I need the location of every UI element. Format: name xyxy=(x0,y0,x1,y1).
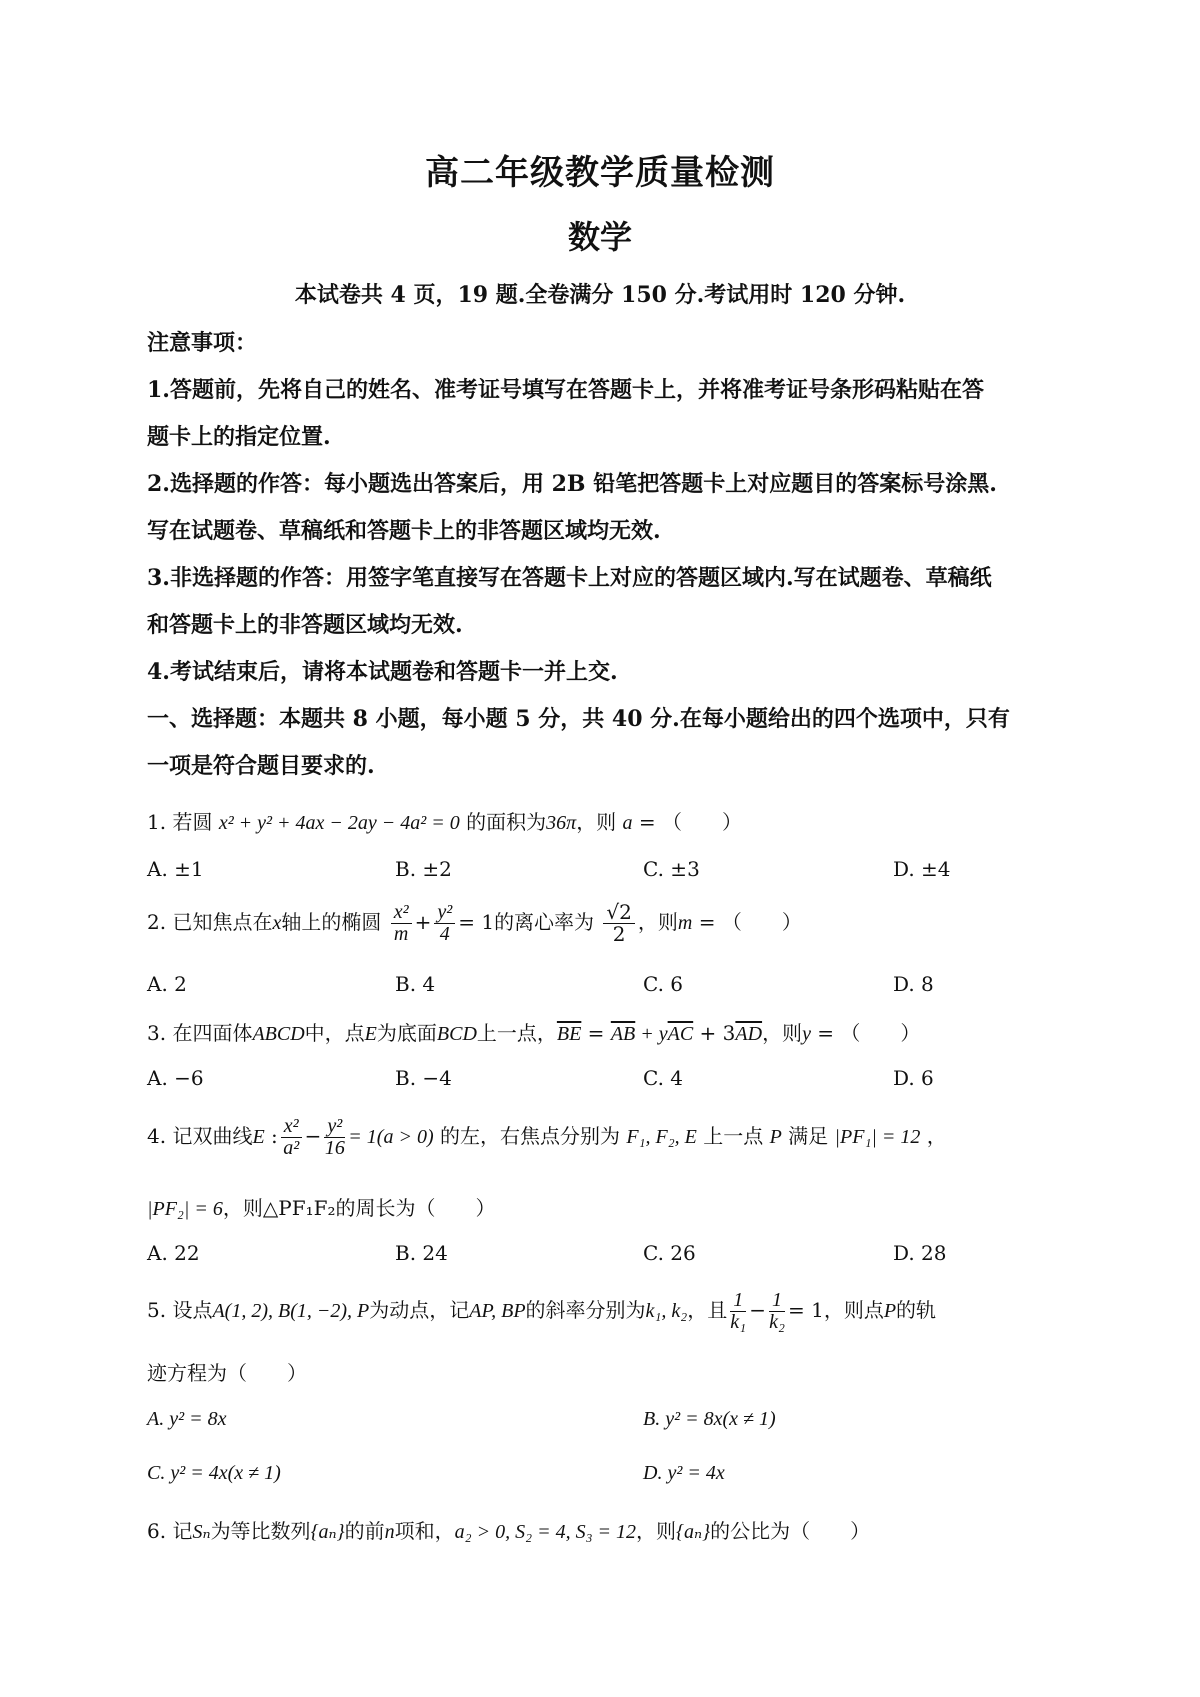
page-title: 高二年级教学质量检测 xyxy=(425,153,775,193)
q1-option-b: B. ±2 xyxy=(395,857,452,881)
q1-option-c: C. ±3 xyxy=(643,857,700,881)
section-heading-cont: 一项是符合题目要求的. xyxy=(147,753,375,779)
question-1: 1. 若圆 x² + y² + 4ax − 2ay − 4a² = 0 的面积为36π，则 a = （ ） xyxy=(147,810,743,834)
notice-line: 2.选择题的作答：每小题选出答案后，用 2B 铅笔把答题卡上对应题目的答案标号涂黑. xyxy=(147,471,997,497)
notice-line: 3.非选择题的作答：用签字笔直接写在答题卡上对应的答题区域内.写在试题卷、草稿纸 xyxy=(147,565,992,591)
notice-heading: 注意事项： xyxy=(147,330,258,356)
q3-option-d: D. 6 xyxy=(893,1066,934,1090)
notice-line: 题卡上的指定位置. xyxy=(147,424,331,450)
q4-option-b: B. 24 xyxy=(395,1241,448,1265)
q5-option-c: C. y² = 4x(x ≠ 1) xyxy=(147,1462,281,1484)
q5-fraction-k2: $\frac{1}{\text{k₂}}$ xyxy=(769,1289,785,1333)
q1-option-a: A. ±1 xyxy=(147,857,204,881)
vector-be: $\overline{BE}$ xyxy=(556,1023,582,1045)
vector-ad: $\overline{AD}$ xyxy=(735,1023,763,1045)
notice-line: 和答题卡上的非答题区域均无效. xyxy=(147,612,463,638)
question-2: 2. 已知焦点在x轴上的椭圆 $\frac{\text{x²}}{m}$ + $\frac{\text{y²}}{4}$ = 1的离心率为 $\frac{√2}{2}$ ，则m = （ ） xyxy=(147,900,802,946)
q2-option-d: D. 8 xyxy=(893,972,934,996)
q3-option-a: A. −6 xyxy=(147,1066,204,1090)
q2-fraction-y: $\frac{\text{y²}}{4}$ xyxy=(434,902,455,945)
notice-line: 4.考试结束后，请将本试题卷和答题卡一并上交. xyxy=(147,659,618,685)
q4-option-d: D. 28 xyxy=(893,1241,947,1265)
q2-eccentricity: $\frac{√2}{2}$ xyxy=(603,902,634,945)
question-4: 4. 记双曲线E : $\frac{\text{x²}}{\text{a²}}$ − $\frac{\text{y²}}{16}$ = 1(a > 0) 的左，右焦点分别为 F₁, F₂, E 上一点 P 满足 |PF₁| = 12 ， xyxy=(147,1115,947,1159)
q3-option-c: C. 4 xyxy=(643,1066,684,1090)
q4-option-c: C. 26 xyxy=(643,1241,696,1265)
q5-option-a: A. y² = 8x xyxy=(147,1408,227,1430)
section-heading: 一、选择题：本题共 8 小题，每小题 5 分，共 40 分.在每小题给出的四个选项中，只有 xyxy=(147,706,1010,732)
q5-option-d: D. y² = 4x xyxy=(643,1462,725,1484)
question-3: 3. 在四面体ABCD中，点E为底面BCD上一点，$\overline{BE} = \overline{AB} + y\overline{AC} + 3\overline{AD}$，则y = （ ） xyxy=(147,1021,921,1045)
question-6: 6. 记Sₙ为等比数列{aₙ}的前n项和，a₂ > 0, S₂ = 4, S₃ = 12，则{aₙ}的公比为（ ） xyxy=(147,1519,871,1543)
notice-line: 写在试题卷、草稿纸和答题卡上的非答题区域均无效. xyxy=(147,518,661,544)
question-5: 5. 设点A(1, 2), B(1, −2), P为动点，记AP, BP的斜率分别为k₁, k₂，且 $\frac{1}{\text{k₁}}$ − $\frac{1}{\text{k₂}}$ = 1，则点P的轨 xyxy=(147,1289,937,1333)
q2-option-b: B. 4 xyxy=(395,972,436,996)
question-4-line-2: |PF₂| = 6，则△PF₁F₂的周长为（ ） xyxy=(147,1196,496,1220)
notice-line: 1.答题前，先将自己的姓名、准考证号填写在答题卡上，并将准考证号条形码粘贴在答 xyxy=(147,377,984,403)
q5-fraction-k1: $\frac{1}{\text{k₁}}$ xyxy=(730,1289,747,1333)
q2-option-c: C. 6 xyxy=(643,972,684,996)
q5-option-b: B. y² = 8x(x ≠ 1) xyxy=(643,1408,776,1430)
exam-info: 本试卷共 4 页，19 题.全卷满分 150 分.考试用时 120 分钟. xyxy=(294,282,906,308)
q2-fraction-x: $\frac{\text{x²}}{m}$ xyxy=(391,902,412,945)
subject-title: 数学 xyxy=(567,218,632,256)
q4-option-a: A. 22 xyxy=(147,1241,200,1265)
q1-option-d: D. ±4 xyxy=(893,857,951,881)
vector-ac: $\overline{AC}$ xyxy=(667,1023,694,1045)
q1-equation: x² + y² + 4ax − 2ay − 4a² = 0 xyxy=(218,812,460,834)
q3-option-b: B. −4 xyxy=(395,1066,452,1090)
vector-ab: $\overline{AB}$ xyxy=(610,1023,636,1045)
q4-fraction-y: $\frac{\text{y²}}{16}$ xyxy=(324,1115,345,1159)
question-5-line-2: 迹方程为（ ） xyxy=(147,1361,307,1385)
q4-fraction-x: $\frac{\text{x²}}{\text{a²}}$ xyxy=(281,1116,302,1159)
q2-option-a: A. 2 xyxy=(147,972,187,996)
